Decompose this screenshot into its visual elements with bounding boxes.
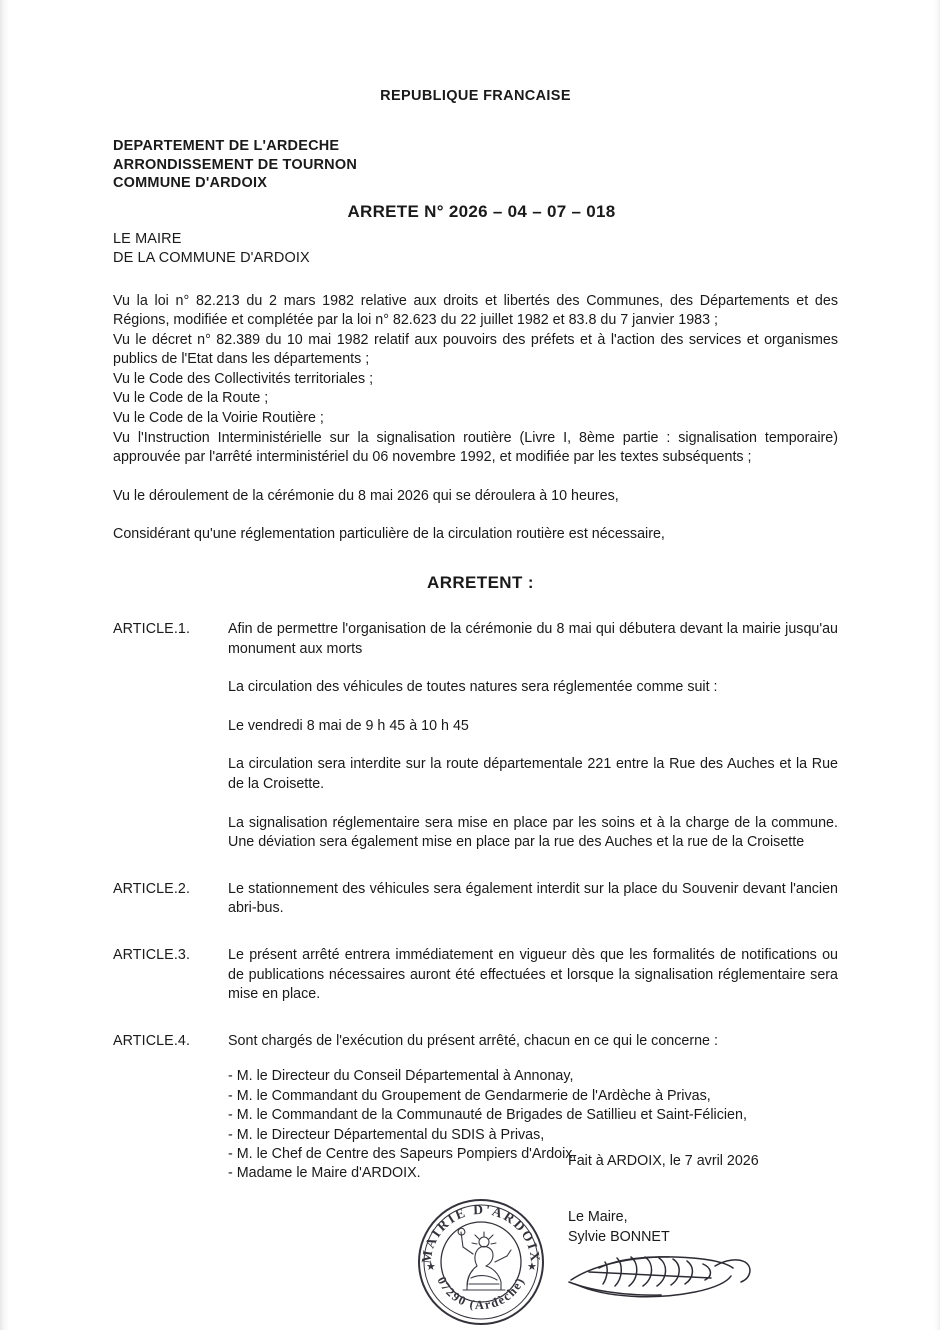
recipient-item: - M. le Directeur Départemental du SDIS à Privas,	[228, 1126, 545, 1143]
article-label: ARTICLE.2.	[113, 880, 191, 897]
national-title: REPUBLIQUE FRANCAISE	[380, 88, 571, 104]
article-3	[113, 946, 838, 1005]
stamp-right-star: ★	[527, 1261, 537, 1273]
handwritten-signature	[565, 1238, 785, 1318]
article-text: Afin de permettre l'organisation de la cérémonie du 8 mai qui débutera devant la mairie jusqu'au monument aux morts	[228, 621, 838, 657]
stamp-top-text: MAIRIE D'ARDOIX	[418, 1201, 544, 1265]
article-text: Le présent arrêté entrera immédiatement en vigueur dès que les formalités de notifications ou de publications nécessaires auront été effectuées et lorsque la signalisation réglementaire sera mise en place.	[228, 946, 838, 1003]
citation-item: Vu l'Instruction Interministérielle sur la signalisation routière (Livre I, 8ème partie : signalisation temporaire) approuvée par l'arrêté interministériel du 06 novembre 1992, et modifiée par les textes subséquents ;	[113, 429, 838, 466]
document-body	[113, 0, 838, 1184]
mayor-title: LE MAIRE	[113, 230, 182, 247]
signatory-role: Le Maire,	[568, 1209, 628, 1225]
article-content	[228, 946, 838, 1005]
citation-item: Vu le Code de la Route ;	[113, 390, 269, 407]
article-subparagraph: Le vendredi 8 mai de 9 h 45 à 10 h 45	[228, 717, 469, 734]
citation-item: Vu la loi n° 82.213 du 2 mars 1982 relative aux droits et libertés des Communes, des Départements et des Régions, modifiée et complétée par la loi n° 82.623 du 22 juillet 1982 et 83.8 du 7 janvier 1983 ;	[113, 292, 838, 329]
scan-edge-right	[933, 0, 940, 1330]
commune-line: COMMUNE D'ARDOIX	[113, 175, 268, 191]
article-2	[113, 880, 838, 919]
place-and-date: Fait à ARDOIX, le 7 avril 2026	[568, 1153, 759, 1169]
article-text: Sont chargés de l'exécution du présent arrêté, chacun en ce qui le concerne :	[228, 1032, 718, 1049]
recipient-item: - M. le Chef de Centre des Sapeurs Pompiers d'Ardoix,	[228, 1145, 577, 1162]
article-label: ARTICLE.4.	[113, 1032, 191, 1049]
article-subparagraph: La circulation sera interdite sur la route départementale 221 entre la Rue des Auches et la Rue de la Croisette.	[228, 756, 838, 792]
citation-item: Vu le Code de la Voirie Routière ;	[113, 410, 324, 427]
legal-citations	[113, 292, 838, 468]
article-1	[113, 620, 838, 853]
arrondissement-line: ARRONDISSEMENT DE TOURNON	[113, 156, 357, 173]
article-label: ARTICLE.1.	[113, 621, 191, 638]
article-subparagraph: La signalisation réglementaire sera mise en place par les soins et à la charge de la commune. Une déviation sera également mise en place par la rue des Auches et la rue de la Croisette	[228, 814, 838, 851]
recipient-item: - Madame le Maire d'ARDOIX.	[228, 1165, 421, 1182]
administrative-header	[113, 137, 838, 193]
recipient-item: - M. le Directeur du Conseil Départemental à Annonay,	[228, 1068, 574, 1085]
mayor-header	[113, 230, 838, 268]
citation-item: Vu le Code des Collectivités territoriales ;	[113, 370, 374, 387]
article-text: Le stationnement des véhicules sera également interdit sur la place du Souvenir devant l'ancien abri-bus.	[228, 880, 838, 917]
article-content	[228, 880, 838, 919]
recipient-item: - M. le Commandant de la Communauté de Brigades de Satillieu et Saint-Félicien,	[228, 1107, 747, 1124]
article-subparagraph: La circulation des véhicules de toutes natures sera réglementée comme suit :	[228, 679, 718, 696]
signatory-name: Sylvie BONNET	[568, 1228, 670, 1245]
stamp-bottom-text: 07290 (Ardèche)	[434, 1274, 528, 1313]
official-stamp-mairie-ardoix	[411, 1192, 551, 1330]
ceremony-statement: Vu le déroulement de la cérémonie du 8 mai 2026 qui se déroulera à 10 heures,	[113, 487, 619, 504]
article-content	[228, 620, 838, 853]
scan-edge-left	[0, 0, 9, 1330]
department-line: DEPARTEMENT DE L'ARDECHE	[113, 138, 340, 154]
decree-number: ARRETE N° 2026 – 04 – 07 – 018	[347, 201, 616, 221]
citation-item: Vu le décret n° 82.389 du 10 mai 1982 relatif aux pouvoirs des préfets et à l'action des services et organismes publics de l'Etat dans les départements ;	[113, 331, 838, 368]
stamp-left-star: ★	[426, 1261, 436, 1273]
article-label: ARTICLE.3.	[113, 946, 191, 963]
mayor-commune: DE LA COMMUNE D'ARDOIX	[113, 249, 310, 266]
recipient-item: - M. le Commandant du Groupement de Gendarmerie de l'Ardèche à Privas,	[228, 1087, 711, 1104]
considering-statement: Considérant qu'une réglementation particulière de la circulation routière est nécessaire,	[113, 526, 665, 543]
decision-heading: ARRETENT :	[427, 573, 534, 593]
